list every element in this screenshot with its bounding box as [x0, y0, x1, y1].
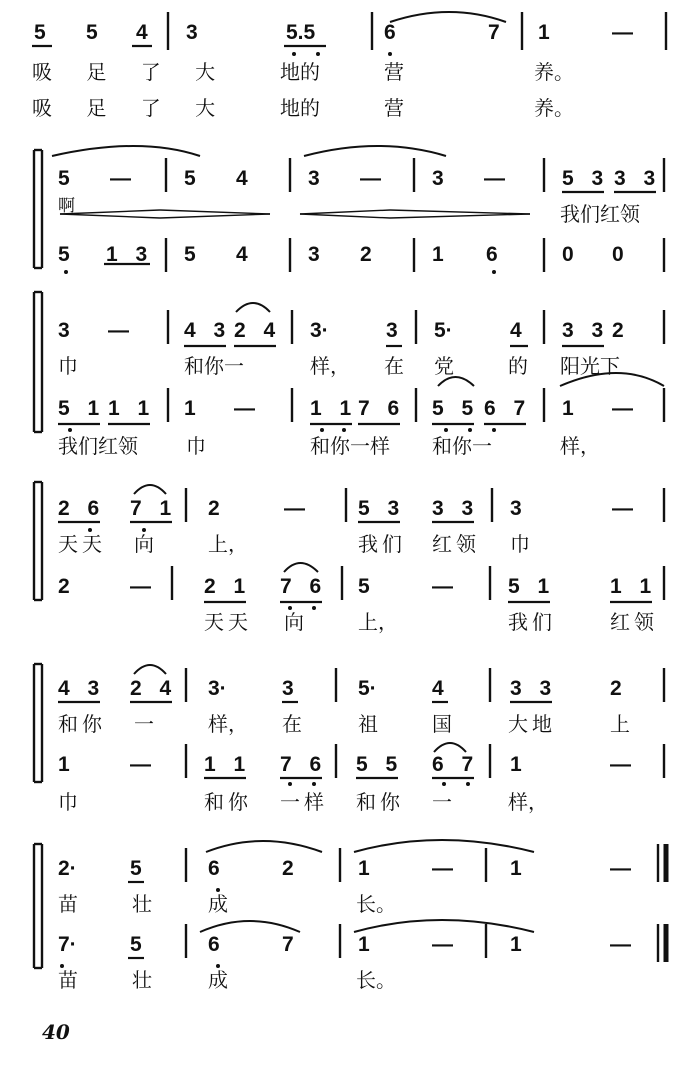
lyric: 一	[432, 790, 452, 814]
note: 7 6	[280, 575, 328, 598]
note: 2	[610, 677, 622, 700]
note: 3	[282, 677, 294, 700]
lyric: 党	[434, 354, 454, 378]
note: 4	[510, 319, 522, 342]
lyric: 营	[384, 96, 404, 120]
lyric: 样，	[208, 712, 248, 736]
note: 7	[488, 21, 500, 44]
lyric: 在	[282, 712, 302, 736]
note: 5	[184, 167, 196, 190]
lyric: 巾	[58, 790, 78, 814]
lyric: 上，	[208, 532, 248, 556]
note: —	[432, 857, 453, 880]
note: —	[110, 167, 131, 190]
note: 2	[282, 857, 294, 880]
lyric: 样，	[560, 434, 600, 458]
note: 1	[432, 243, 444, 266]
note: 5 1	[58, 397, 106, 420]
note: 1	[358, 857, 370, 880]
note: 1	[58, 753, 70, 776]
lyric: 样，	[508, 790, 548, 814]
note: 5 1	[508, 575, 556, 598]
note: 3	[308, 243, 320, 266]
lyric: 吸 足 了 大	[32, 96, 230, 120]
note: 3 3	[562, 319, 610, 342]
note: —	[108, 319, 129, 342]
note: 5	[130, 857, 142, 880]
note: —	[130, 753, 151, 776]
note: 6 7	[484, 397, 532, 420]
note: 6	[384, 21, 396, 44]
note: 5·	[358, 677, 377, 700]
note: 3 3	[510, 677, 558, 700]
note: 3·	[208, 677, 227, 700]
note: 1 1	[108, 397, 156, 420]
note: 2	[208, 497, 220, 520]
note: 5	[184, 243, 196, 266]
page-number: 40	[42, 1020, 70, 1044]
note: —	[612, 497, 633, 520]
lyric: 国	[432, 712, 452, 736]
note: 5 3	[358, 497, 406, 520]
lyric: 啊	[58, 196, 75, 216]
note: 3	[186, 21, 198, 44]
lyric: 成	[208, 892, 228, 916]
note: 5·	[434, 319, 453, 342]
note: 3 3	[614, 167, 662, 190]
note: 0	[612, 243, 624, 266]
note: 5	[58, 243, 70, 266]
note: 5 3	[562, 167, 610, 190]
note: —	[612, 397, 633, 420]
note: 5	[358, 575, 370, 598]
lyric: 天天	[58, 532, 106, 556]
note: 7 6	[280, 753, 328, 776]
note: 1 1	[310, 397, 358, 420]
note: 6 7	[432, 753, 480, 776]
note: 5.5	[286, 21, 316, 44]
note: —	[234, 397, 255, 420]
lyric: 向	[134, 532, 154, 556]
note: 7	[282, 933, 294, 956]
note: —	[432, 933, 453, 956]
lyric: 苗	[58, 968, 78, 992]
note: 5 5	[356, 753, 404, 776]
lyric: 我们	[508, 610, 556, 634]
note: 4 3	[58, 677, 106, 700]
note: 2 4	[130, 677, 178, 700]
note: 1	[184, 397, 196, 420]
note: 5 5	[432, 397, 480, 420]
lyric: 红领	[432, 532, 480, 556]
lyric: 向	[284, 610, 304, 634]
note: 2 6	[58, 497, 106, 520]
lyric: 上	[610, 712, 630, 736]
lyric: 我们	[358, 532, 406, 556]
lyric: 地的	[280, 60, 320, 84]
lyric: 和你一	[432, 434, 492, 458]
note: 7 6	[358, 397, 406, 420]
note: 1	[358, 933, 370, 956]
lyric: 养。	[534, 96, 574, 120]
lyric: 和你	[204, 790, 252, 814]
note: 3·	[310, 319, 329, 342]
lyric: 和你	[58, 712, 106, 736]
note: 3 3	[432, 497, 480, 520]
lyric: 壮	[132, 968, 152, 992]
note: 1	[510, 857, 522, 880]
note: 5	[34, 21, 46, 44]
lyric: 成	[208, 968, 228, 992]
note: 7·	[58, 933, 77, 956]
note: 4 3	[184, 319, 232, 342]
note: 6	[208, 933, 220, 956]
note: 2·	[58, 857, 77, 880]
lyric: 营	[384, 60, 404, 84]
lyric: 大地	[508, 712, 556, 736]
lyric: 巾	[58, 354, 78, 378]
lyric: 祖	[358, 712, 378, 736]
note: 5	[86, 21, 98, 44]
lyric: 一	[134, 712, 154, 736]
note: —	[612, 21, 633, 44]
lyric: 吸 足 了 大	[32, 60, 230, 84]
note: 1 1	[204, 753, 252, 776]
lyric: 和你一	[184, 354, 244, 378]
note: —	[610, 753, 631, 776]
note: —	[610, 933, 631, 956]
note: 4	[236, 167, 248, 190]
note: —	[284, 497, 305, 520]
note: 0	[562, 243, 574, 266]
lyric: 的	[508, 354, 528, 378]
note: 4	[236, 243, 248, 266]
lyric: 长。	[356, 892, 396, 916]
note: —	[360, 167, 381, 190]
note: 3	[308, 167, 320, 190]
note: 4	[432, 677, 444, 700]
note: —	[432, 575, 453, 598]
note: —	[130, 575, 151, 598]
lyric: 养。	[534, 60, 574, 84]
lyric: 和你一样	[310, 434, 390, 458]
note: 3	[386, 319, 398, 342]
lyric: 巾	[510, 532, 530, 556]
lyric: 样，	[310, 354, 350, 378]
lyric: 地的	[280, 96, 320, 120]
note: 1	[562, 397, 574, 420]
lyric: 阳光下	[560, 354, 620, 378]
note: 2	[58, 575, 70, 598]
note: 3	[58, 319, 70, 342]
note: 7 1	[130, 497, 178, 520]
lyric: 上，	[358, 610, 398, 634]
note: 6	[208, 857, 220, 880]
note: 1 3	[106, 243, 154, 266]
note: 1	[510, 753, 522, 776]
lyric: 红领	[610, 610, 658, 634]
note: 2	[612, 319, 624, 342]
lyric: 我们红领	[58, 434, 138, 458]
note: 1	[510, 933, 522, 956]
lyric: 天天	[204, 610, 252, 634]
lyric: 一样	[280, 790, 328, 814]
lyric: 长。	[356, 968, 396, 992]
note: 2	[360, 243, 372, 266]
note: —	[484, 167, 505, 190]
note: 1	[538, 21, 550, 44]
note: 1 1	[610, 575, 658, 598]
lyric: 苗	[58, 892, 78, 916]
note: 5	[58, 167, 70, 190]
note: 5	[130, 933, 142, 956]
note: 2 4	[234, 319, 282, 342]
lyric: 壮	[132, 892, 152, 916]
note: 3	[432, 167, 444, 190]
lyric: 和你	[356, 790, 404, 814]
note: 6	[486, 243, 498, 266]
note: 4	[136, 21, 148, 44]
note: 3	[510, 497, 522, 520]
lyric: 我们红领	[560, 202, 640, 226]
lyric: 巾	[186, 434, 206, 458]
lyric: 在	[384, 354, 404, 378]
note: 2 1	[204, 575, 252, 598]
note: —	[610, 857, 631, 880]
